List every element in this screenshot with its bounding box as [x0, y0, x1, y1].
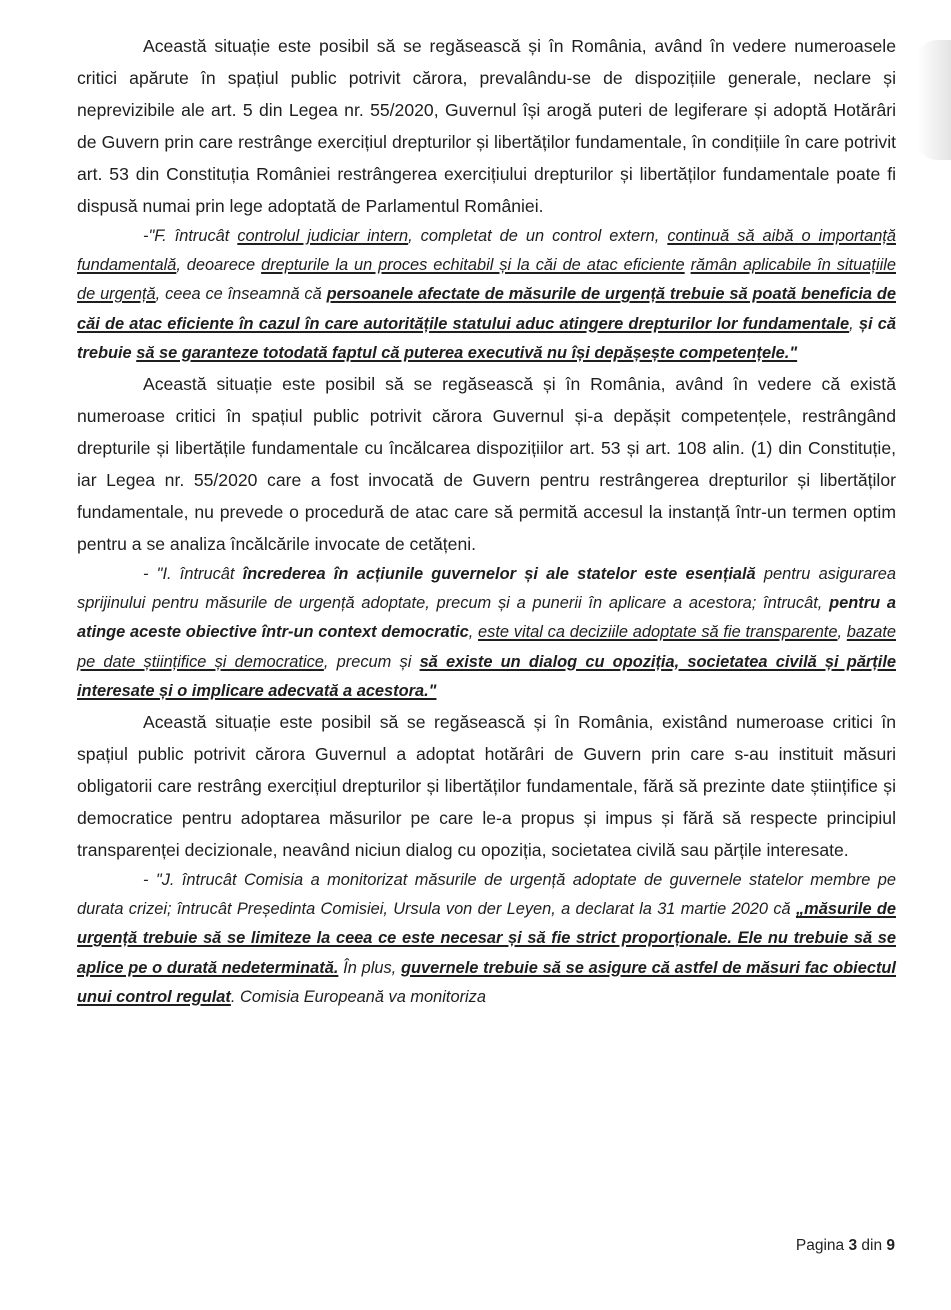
paragraph-romania-3: Această situație este posibil să se regăsească și în România, existând numeroase critici în spațiul public potrivit cărora Guvernul a adoptat hotărâri de Guvern prin care s-au instituit măsuri obligatorii care restrâng exercițiul drepturilor și libertăților fundamentale, fără să prezinte date științifice și democratice pentru adoptarea măsurilor pe care le-a propus și impus și fără să respecte principiul transparenței decizionale, neavând niciun dialog cu opoziția, societatea civilă sau părțile interesate. — [77, 712, 896, 861]
quote-f: -"F. întrucât controlul judiciar intern, completat de un control extern, continuă să aibă o importanță fundamentală, deoarece drepturile la un proces echitabil și la căi de atac eficiente rămân aplicabile în situațiile de urgență, ceea ce înseamnă că persoanele afectate de măsurile de urgență trebuie să poată beneficia de căi de atac eficiente în cazul în care autoritățile statului aduc atingere drepturilor lor fundamentale, și că trebuie să se garanteze totodată faptul că puterea executivă nu își depășește competențele." — [77, 227, 896, 362]
current-page-number: 3 — [848, 1237, 858, 1254]
page-edge-shadow — [917, 40, 951, 160]
page-number: Pagina 3 din 9 — [795, 1237, 895, 1254]
total-page-number: 9 — [886, 1237, 895, 1254]
quote-i: - "I. întrucât încrederea în acțiunile guvernelor și ale statelor este esențială pentru asigurarea sprijinului pentru măsurile de urgență adoptate, precum și a punerii în aplicare a acestora; întrucât, pentru a atinge aceste obiective într-un context democratic, este vital ca deciziile adoptate să fie transparente, bazate pe date științifice și democratice, precum și să existe un dialog cu opoziția, societatea civilă și părțile interesate și o implicare adecvată a acestora." — [77, 565, 897, 700]
paragraph-romania-2: Această situație este posibil să se regăsească și în România, având în vedere că există numeroase critici în spațiul public potrivit cărora Guvernul și-a depășit competențele, restrângând drepturile și libertățile fundamentale cu încălcarea dispozițiilor art. 53 și art. 108 alin. (1) din Constituție, iar Legea nr. 55/2020 care a fost invocată de Guvern pentru restrângerea drepturilor și libertăților fundamentale, nu prevede o procedură de atac care să permită accesul la instanță într-un termen optim pentru a se analiza încălcările invocate de cetățeni. — [77, 374, 896, 555]
document-body — [77, 30, 896, 1012]
quote-j: - "J. întrucât Comisia a monitorizat măsurile de urgență adoptate de guvernele statelor membre pe durata crizei; întrucât Președinta Comisiei, Ursula von der Leyen, a declarat la 31 martie 2020 că „măsurile de urgență trebuie să se limiteze la ceea ce este necesar și să fie strict proporționale. Ele nu trebuie să se aplice pe o durată nedeterminată. În plus, guvernele trebuie să se asigure că astfel de măsuri fac obiectul unui control regulat. Comisia Europeană va monitoriza — [77, 871, 896, 1006]
paragraph-romania-1: Această situație este posibil să se regăsească și în România, având în vedere numeroasele critici apărute în spațiul public potrivit cărora, prevalându-se de dispozițiile generale, neclare și neprevizibile ale art. 5 din Legea nr. 55/2020, Guvernul își arogă puteri de legiferare și adoptă Hotărâri de Guvern prin care restrânge exercițiul drepturilor și libertăților fundamentale, în condițiile în care potrivit art. 53 din Constituția României restrângerea exercițiului drepturilor și libertăților fundamentale poate fi dispusă numai prin lege adoptată de Parlamentul României. — [77, 36, 896, 216]
